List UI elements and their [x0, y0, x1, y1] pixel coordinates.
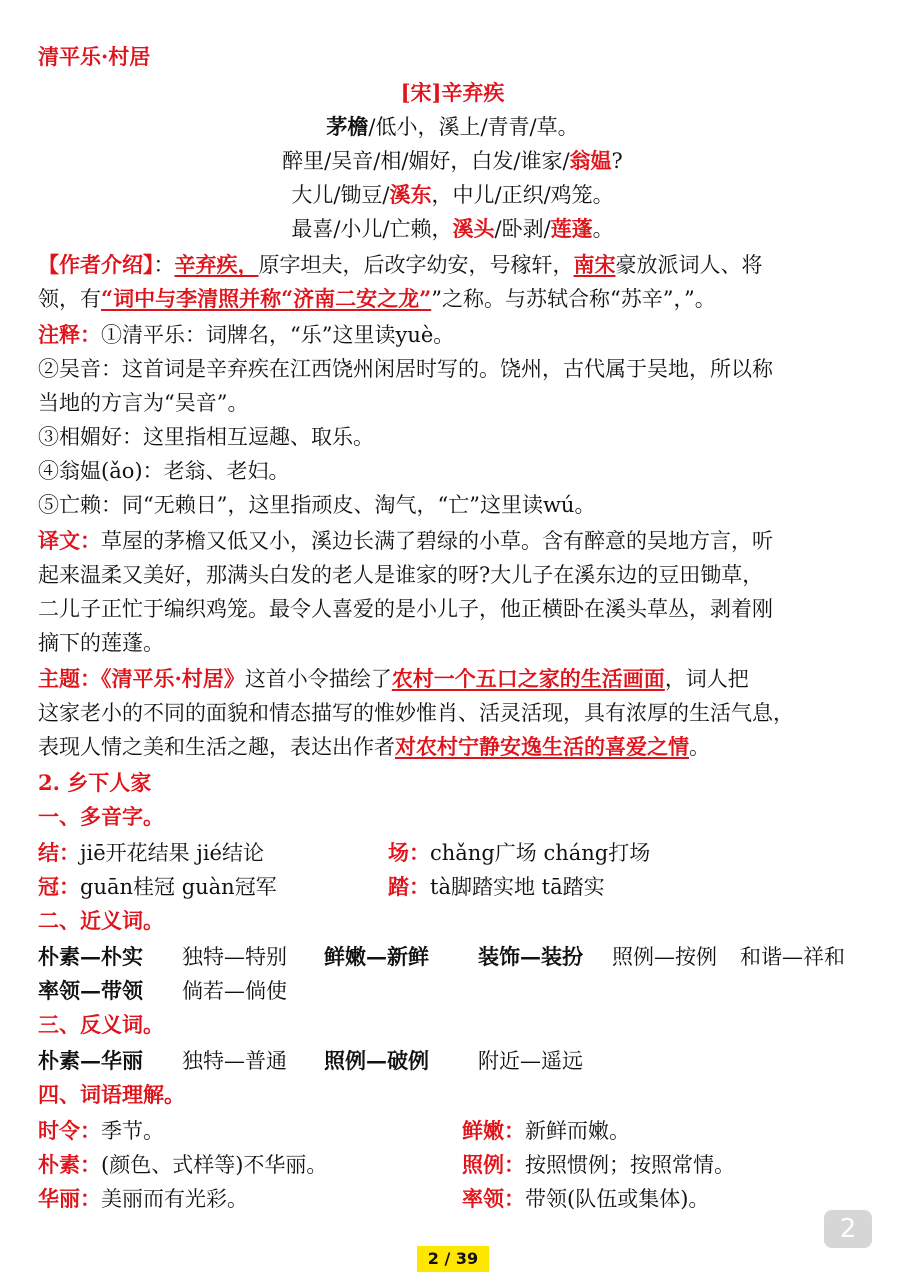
translation-label: 译文： [38, 528, 101, 553]
synonym-pair: 照例—按例 [612, 945, 717, 969]
poem-text: 最喜/小儿/亡赖， [291, 217, 453, 241]
poem-text: /卧剥/ [494, 217, 551, 241]
theme-label: 主题： [38, 666, 101, 691]
poem-keyword: 溪东 [389, 182, 432, 207]
polyphone-char: 踏： [388, 874, 430, 899]
intro-text: 原字坦夫，后改字幼安，号稼轩， [258, 253, 574, 277]
theme-line-3 [38, 734, 875, 760]
note-3: ③相媚好：这里指相互逗趣、取乐。 [38, 425, 374, 449]
note-5: ⑤亡赖：同“无赖日”，这里指顽皮、淘气，“亡”这里读wú。 [38, 493, 596, 517]
word-term: 朴素： [38, 1152, 101, 1177]
page-indicator[interactable]: 2 / 39 [417, 1246, 489, 1272]
poem-text: 。 [592, 217, 614, 241]
theme-highlight: 对农村宁静安逸生活的喜爱之情 [395, 734, 689, 759]
section-title: 2. 乡下人家 [38, 770, 152, 795]
synonym-pair: 倘若—倘使 [182, 979, 287, 1003]
poem-word: 茅檐 [326, 114, 369, 139]
intro-text: 领，有 [38, 287, 101, 311]
intro-line-2 [38, 286, 875, 312]
word-item [462, 1186, 709, 1212]
translation-line-3: 二儿子正忙于编织鸡笼。最令人喜爱的是小儿子，他正横卧在溪头草丛，剥着刚 [38, 597, 773, 621]
intro-text: ”之称。与苏轼合称“苏辛”，”。 [431, 287, 716, 311]
theme-title: 《清平乐·村居》 [101, 666, 245, 691]
synonym-pair: 朴素—朴实 [38, 944, 143, 969]
antonym-pair: 照例—破例 [324, 1048, 429, 1073]
word-def: 按照惯例；按照常情。 [525, 1153, 735, 1177]
theme-highlight: 农村一个五口之家的生活画面 [391, 666, 665, 691]
word-item [462, 1152, 735, 1178]
poem-line-2 [0, 148, 905, 174]
note-2b: 当地的方言为“吴音”。 [38, 391, 249, 415]
theme-text: 。 [689, 735, 710, 759]
theme-text: 表现人情之美和生活之趣，表达出作者 [38, 735, 395, 759]
word-def: 带领(队伍或集体)。 [525, 1187, 710, 1211]
poem-text: ，中儿/正织/鸡笼。 [431, 183, 614, 207]
note-2a: ②吴音：这首词是辛弃疾在江西饶州闲居时写的。饶州，古代属于吴地，所以称 [38, 357, 773, 381]
translation-line-2: 起来温柔又美好，那满头白发的老人是谁家的呀?大儿子在溪东边的豆田锄草， [38, 563, 764, 587]
words-row-2 [38, 1152, 875, 1178]
polyphone-char: 冠： [38, 874, 80, 899]
poem-text: 大儿/锄豆/ [291, 183, 390, 207]
note-1 [38, 322, 875, 348]
polyphone-text: chǎng广场 cháng打场 [430, 841, 651, 865]
word-def: (颜色、式样等)不华丽。 [101, 1153, 328, 1177]
synonym-pair: 和谐—祥和 [740, 945, 845, 969]
translation-text: 草屋的茅檐又低又小，溪边长满了碧绿的小草。含有醉意的吴地方言，听 [101, 529, 773, 553]
words-row-3 [38, 1186, 875, 1212]
intro-highlight: 南宋 [573, 252, 616, 277]
word-def: 季节。 [101, 1119, 164, 1143]
polyphone-text: jiē开花结果 jié结论 [80, 841, 264, 865]
word-def: 新鲜而嫩。 [525, 1119, 630, 1143]
note-text: ①清平乐：词牌名，“乐”这里读yuè。 [101, 323, 455, 347]
poem-line-3 [0, 182, 905, 208]
words-row-1 [38, 1118, 875, 1144]
polyphone-char: 结： [38, 840, 80, 865]
synonym-pair: 率领—带领 [38, 978, 143, 1003]
polyphone-item [388, 874, 605, 900]
polyphone-item [388, 840, 650, 866]
intro-text: 豪放派词人、将 [615, 253, 763, 277]
poem-keyword: 莲蓬 [550, 216, 593, 241]
page-number-badge: 2 [824, 1210, 872, 1248]
word-def: 美丽而有光彩。 [101, 1187, 248, 1211]
words-heading: 四、词语理解。 [38, 1082, 185, 1107]
polyphone-text: tà脚踏实地 tā踏实 [430, 875, 605, 899]
translation-line-1 [38, 528, 875, 554]
intro-line-1 [38, 252, 875, 278]
theme-text: 这首小令描绘了 [244, 667, 392, 691]
intro-label: 【作者介绍】 [38, 252, 154, 277]
theme-line-2: 这家老小的不同的面貌和情态描写的惟妙惟肖、活灵活现，具有浓厚的生活气息， [38, 701, 794, 725]
poem-text: /低小，溪上/青青/草。 [368, 115, 579, 139]
poem-title: 清平乐·村居 [38, 44, 151, 69]
antonym-pair: 附近—遥远 [478, 1049, 583, 1073]
poem-line-4 [0, 216, 905, 242]
polyphone-row-1 [38, 840, 875, 866]
intro-highlight: 辛弃疾， [174, 252, 259, 277]
poem-keyword: 溪头 [452, 216, 495, 241]
synonym-pair: 鲜嫩—新鲜 [324, 944, 429, 969]
polyphone-row-2 [38, 874, 875, 900]
word-term: 鲜嫩： [462, 1118, 525, 1143]
synonym-pair: 独特—特别 [182, 945, 287, 969]
word-term: 华丽： [38, 1186, 101, 1211]
antonym-heading: 三、反义词。 [38, 1012, 164, 1037]
theme-text: ，词人把 [664, 667, 749, 691]
intro-text: ： [153, 253, 175, 277]
notes-label: 注释： [38, 322, 101, 347]
poem-author: [宋]辛弃疾 [400, 80, 505, 105]
word-term: 率领： [462, 1186, 525, 1211]
antonym-pair: 朴素—华丽 [38, 1048, 143, 1073]
poem-text: 醉里/吴音/相/媚好，白发/谁家/ [282, 149, 570, 173]
intro-highlight: “词中与李清照并称“济南二安之龙” [101, 286, 432, 311]
synonym-pair: 装饰—装扮 [478, 944, 583, 969]
theme-line-1 [38, 666, 875, 692]
synonym-heading: 二、近义词。 [38, 908, 164, 933]
word-term: 照例： [462, 1152, 525, 1177]
poem-keyword: 翁媪 [569, 148, 612, 173]
word-term: 时令： [38, 1118, 101, 1143]
polyphone-heading: 一、多音字。 [38, 804, 164, 829]
poem-line-1 [0, 114, 905, 140]
poem-text: ? [611, 149, 623, 173]
polyphone-char: 场： [388, 840, 430, 865]
note-4: ④翁媪(ǎo)：老翁、老妇。 [38, 459, 290, 483]
antonym-pair: 独特—普通 [182, 1049, 287, 1073]
word-item [462, 1118, 630, 1144]
translation-line-4: 摘下的莲蓬。 [38, 631, 164, 655]
polyphone-text: guān桂冠 guàn冠军 [80, 875, 277, 899]
